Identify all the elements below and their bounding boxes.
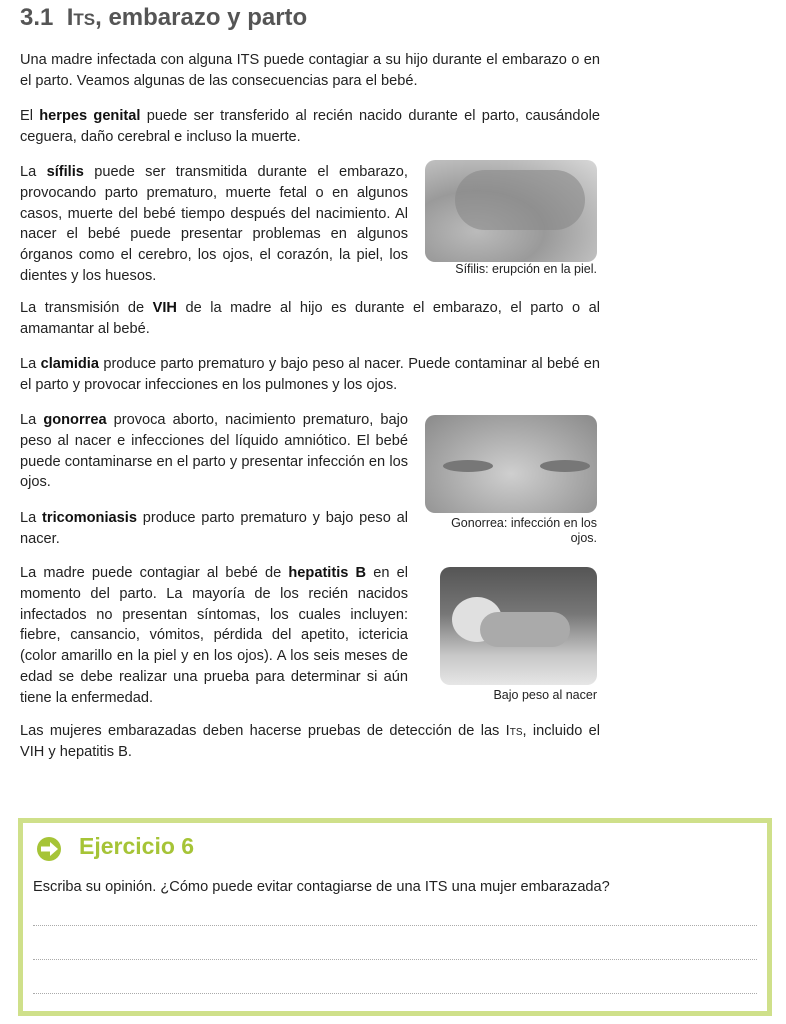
gonorrea-photo: [425, 415, 597, 513]
sifilis-caption: Sífilis: erupción en la piel.: [455, 262, 597, 276]
final-paragraph: Las mujeres embarazadas deben hacerse pruebas de detección de las Its, incluido el VIH y hepatitis B.: [20, 723, 600, 760]
sifilis-paragraph: La sífilis puede ser transmitida durante el embarazo, provocando parto prematuro, muerte fetal o en algunos casos, muerte del bebé tiempo después del nacimiento. Al nacer el bebé puede presentar problemas en algunos órganos como el cerebro, los ojos, el corazón, la piel, los dientes y los huesos.: [20, 164, 408, 284]
title-rest: , embarazo y parto: [95, 4, 308, 31]
bajo-peso-caption: Bajo peso al nacer: [493, 688, 597, 702]
clamidia-paragraph: La clamidia produce parto prematuro y bajo peso al nacer. Puede contaminar al bebé en el parto y provocar infecciones en los pulmones y los ojos.: [20, 356, 600, 393]
sifilis-photo: [425, 160, 597, 262]
section-number: 3.1: [20, 4, 54, 31]
arrow-right-icon: [37, 837, 61, 861]
hepatitis-paragraph: La madre puede contagiar al bebé de hepatitis B en el momento del parto. La mayoría de los recién nacidos infectados no presentan síntomas, los cuales incluyen: fiebre, cansancio, vómitos, pérdida del apetito, ictericia (color amarillo en la piel y en los ojos). A los seis meses de edad se debe realizar una prueba para determinar si aún tiene la enfermedad.: [20, 565, 409, 706]
section-title: [20, 4, 307, 32]
answer-line-1[interactable]: [33, 925, 757, 926]
exercise-question: Escriba su opinión. ¿Cómo puede evitar contagiarse de una ITS una mujer embarazada?: [33, 879, 610, 895]
vih-paragraph: La transmisión de VIH de la madre al hijo es durante el embarazo, el parto o al amamantar al bebé.: [20, 300, 600, 337]
tricomoniasis-paragraph: La tricomoniasis produce parto prematuro y bajo peso al nacer.: [20, 510, 408, 547]
exercise-box: [18, 818, 772, 1016]
title-its: Its: [66, 4, 96, 31]
exercise-title: Ejercicio 6: [79, 833, 195, 859]
herpes-paragraph: El herpes genital puede ser transferido al recién nacido durante el parto, causándole ceguera, daño cerebral e incluso la muerte.: [20, 108, 600, 145]
answer-line-2[interactable]: [33, 959, 757, 960]
intro-paragraph: Una madre infectada con alguna ITS puede contagiar a su hijo durante el embarazo o en el parto. Veamos algunas de las consecuencias para el bebé.: [20, 52, 600, 89]
answer-line-3[interactable]: [33, 993, 757, 994]
gonorrea-caption: Gonorrea: infección en los ojos.: [451, 516, 597, 545]
bajo-peso-photo: [440, 567, 597, 685]
gonorrea-paragraph: La gonorrea provoca aborto, nacimiento prematuro, bajo peso al nacer e infecciones del líquido amniótico. El bebé puede contaminarse en el parto y presentar infección en los ojos.: [20, 412, 408, 491]
